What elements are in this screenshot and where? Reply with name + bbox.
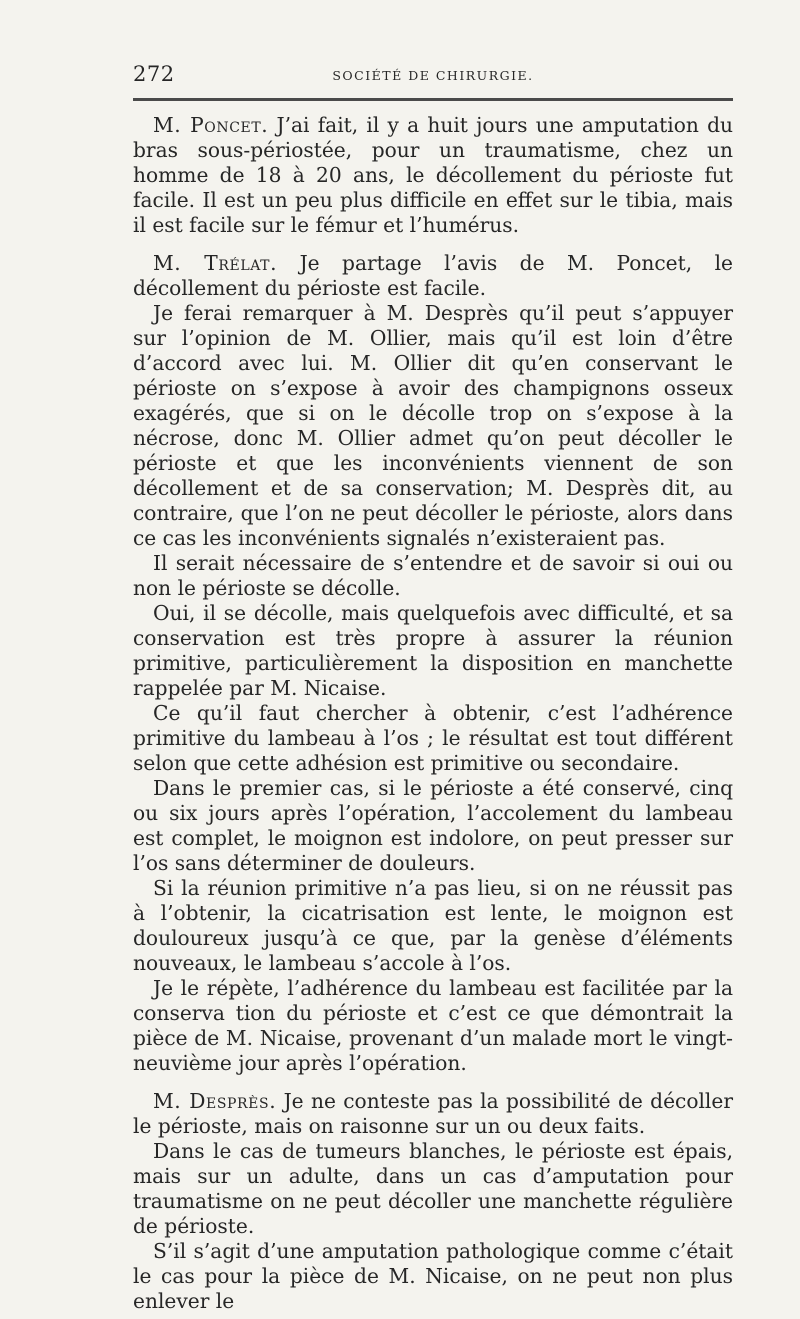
paragraph: Je le répète, l’adhérence du lambeau est facilitée par la conserva tion du périoste et c’est ce que démontrait la pièce de M. Nicaise, provenant d’un malade mort le vingt-neuvième jour après l’opération.: [133, 976, 733, 1075]
paragraph: Ce qu’il faut chercher à obtenir, c’est l’adhérence primitive du lambeau à l’os ; le résultat est tout différent selon que cette adhésion est primitive ou secondaire.: [133, 701, 733, 775]
speaker-name: M. Trélat.: [153, 251, 278, 275]
paragraph: S’il s’agit d’une amputation pathologique comme c’était le cas pour la pièce de M. Nicaise, on ne peut non plus enlever le: [133, 1239, 733, 1313]
header-rule: [133, 98, 733, 101]
speaker-name: M. Poncet.: [153, 113, 269, 137]
speaker-name: M. Desprès.: [153, 1089, 277, 1113]
paragraph-poncet: [133, 113, 733, 238]
paragraph-text: J’ai fait, il y a huit jours une amputation du bras sous-périostée, pour un traumatisme, chez un homme de 18 à 20 ans, le décollement du périoste fut facile. Il est un peu plus difficile en effet sur le tibia, mais il est facile sur le fémur et l’humérus.: [133, 113, 733, 237]
running-title: SOCIÉTÉ DE CHIRURGIE.: [332, 68, 534, 83]
body-text: [133, 113, 733, 1314]
paragraph-text: Je ne conteste pas la possibilité de décoller le périoste, mais on raisonne sur un ou deux faits.: [133, 1089, 733, 1138]
print-speck: [176, 1297, 178, 1307]
paragraph-trelat: [133, 251, 733, 301]
paragraph: Si la réunion primitive n’a pas lieu, si on ne réussit pas à l’obtenir, la cicatrisation est lente, le moignon est douloureux jusqu’à ce que, par la genèse d’éléments nouveaux, le lambeau s’accole à l’os.: [133, 876, 733, 975]
paragraph: Oui, il se décolle, mais quelquefois avec difficulté, et sa conservation est très propre à assurer la réunion primitive, particulièrement la disposition en manchette rappelée par M. Nicaise.: [133, 601, 733, 700]
paragraph-despres: [133, 1089, 733, 1139]
paragraph: Dans le premier cas, si le périoste a été conservé, cinq ou six jours après l’opération, l’accolement du lambeau est complet, le moignon est indolore, on peut presser sur l’os sans déterminer de douleurs.: [133, 776, 733, 875]
paragraph: Il serait nécessaire de s’entendre et de savoir si oui ou non le périoste se décolle.: [133, 551, 733, 600]
paragraph-text: Je partage l’avis de M. Poncet, le décollement du périoste est facile.: [133, 251, 733, 300]
page-header: [133, 60, 733, 90]
paragraph: Dans le cas de tumeurs blanches, le périoste est épais, mais sur un adulte, dans un cas d’amputation pour traumatisme on ne peut décoller une manchette régulière de périoste.: [133, 1139, 733, 1238]
page-number: 272: [133, 62, 175, 86]
paragraph: Je ferai remarquer à M. Desprès qu’il peut s’appuyer sur l’opinion de M. Ollier, mais qu’il est loin d’être d’accord avec lui. M. Ollier dit qu’en conservant le périoste on s’expose à avoir des champignons osseux exagérés, que si on le décolle trop on s’expose à la nécrose, donc M. Ollier admet qu’on peut décoller le périoste et que les inconvénients viennent de son décollement et de sa conservation; M. Desprès dit, au contraire, que l’on ne peut décoller le périoste, alors dans ce cas les inconvénients signalés n’existeraient pas.: [133, 301, 733, 550]
